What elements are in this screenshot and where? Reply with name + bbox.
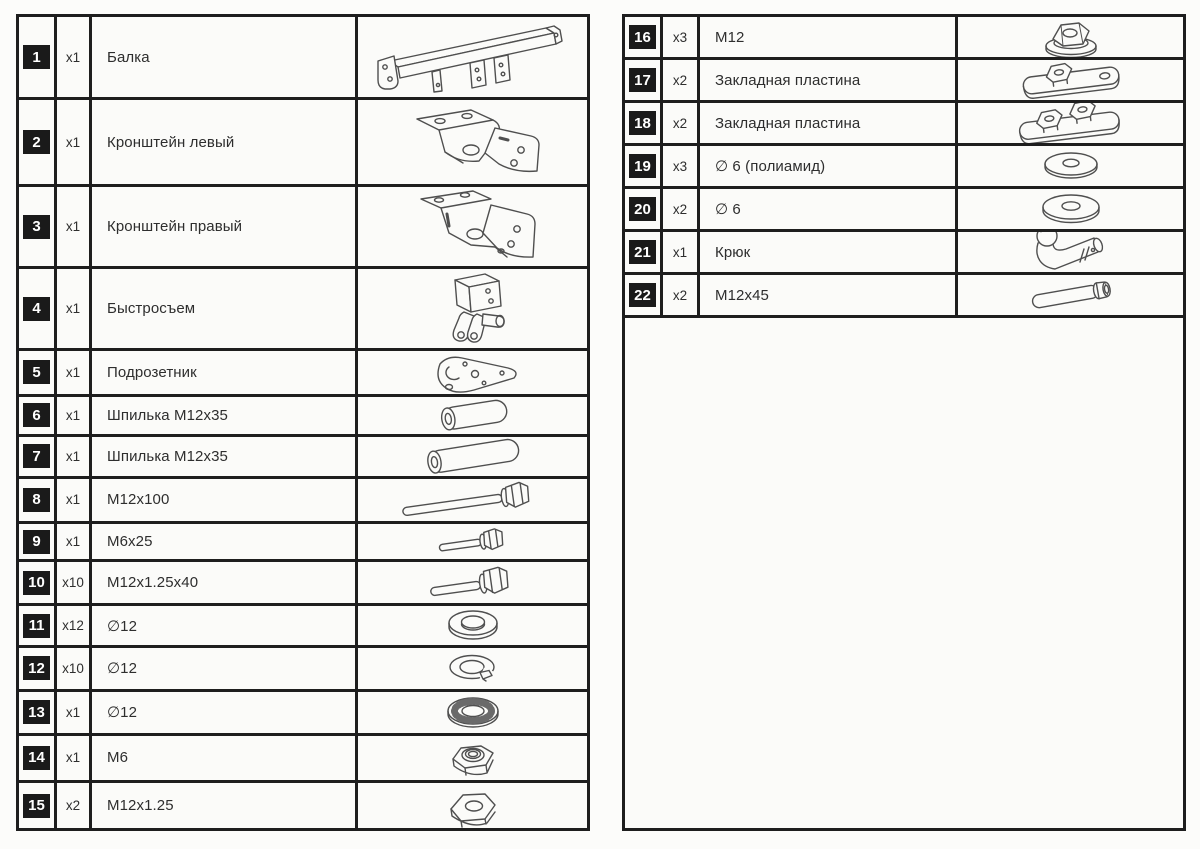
part-name-cell: Шпилька М12х35: [92, 437, 358, 476]
quantity-cell: x1: [57, 736, 92, 781]
table-row: [19, 269, 587, 351]
part-illustration-cell: [358, 397, 587, 434]
part-illustration-cell: [358, 692, 587, 733]
quantity-cell: x1: [57, 269, 92, 348]
part-illustration-cell: [358, 351, 587, 394]
plate-one-nut-icon: [1011, 60, 1131, 100]
part-illustration-cell: [358, 269, 587, 348]
row-number-badge: 6: [23, 403, 50, 427]
serrated-washer-icon: [439, 692, 507, 733]
part-illustration-cell: [358, 17, 587, 97]
table-row: [19, 437, 587, 479]
part-name-cell: ∅12: [92, 648, 358, 689]
row-number-cell: [625, 103, 663, 143]
quantity-cell: x2: [57, 783, 92, 828]
row-number-badge: 16: [629, 25, 656, 49]
part-name-cell: Кронштейн правый: [92, 187, 358, 266]
medium-bolt-icon: [424, 562, 522, 603]
hex-nut-icon: [443, 783, 503, 828]
row-number-cell: [625, 275, 663, 315]
table-row: [625, 17, 1183, 60]
table-row: [625, 60, 1183, 103]
table-row: [625, 103, 1183, 146]
sleeve-bolt-icon: [1024, 276, 1118, 314]
row-number-cell: [19, 17, 57, 97]
quantity-cell: x2: [663, 189, 700, 229]
parts-table-left: [16, 14, 590, 831]
table-row: [19, 524, 587, 562]
part-illustration-cell: [358, 783, 587, 828]
row-number-badge: 15: [23, 794, 50, 818]
quantity-cell: x1: [57, 351, 92, 394]
quantity-cell: x10: [57, 648, 92, 689]
row-number-cell: [19, 187, 57, 266]
part-name-cell: ∅12: [92, 606, 358, 645]
part-illustration-cell: [358, 187, 587, 266]
part-illustration-cell: [958, 232, 1183, 272]
quantity-cell: x1: [57, 524, 92, 559]
part-name-cell: М6: [92, 736, 358, 781]
spring-washer-icon: [440, 648, 506, 689]
quantity-cell: x3: [663, 17, 700, 57]
socket-plate-icon: [418, 351, 528, 394]
row-number-cell: [19, 736, 57, 781]
row-number-badge: 20: [629, 197, 656, 221]
part-name-cell: М12х1.25: [92, 783, 358, 828]
row-number-badge: 11: [23, 614, 50, 638]
polyamide-washer-icon: [1034, 149, 1108, 183]
part-illustration-cell: [358, 736, 587, 781]
row-number-badge: 3: [23, 215, 50, 239]
row-number-badge: 12: [23, 656, 50, 680]
row-number-badge: 18: [629, 111, 656, 135]
quantity-cell: x2: [663, 60, 700, 100]
row-number-badge: 22: [629, 283, 656, 307]
row-number-cell: [625, 146, 663, 186]
small-bolt-icon: [431, 524, 515, 559]
part-name-cell: Закладная пластина: [700, 103, 958, 143]
part-name-cell: Шпилька М12х35: [92, 397, 358, 434]
quantity-cell: x3: [663, 146, 700, 186]
quantity-cell: x1: [663, 232, 700, 272]
part-name-cell: ∅ 6: [700, 189, 958, 229]
row-number-badge: 4: [23, 297, 50, 321]
part-name-cell: Балка: [92, 17, 358, 97]
part-illustration-cell: [958, 189, 1183, 229]
part-illustration-cell: [358, 524, 587, 559]
part-name-cell: Подрозетник: [92, 351, 358, 394]
row-number-cell: [19, 437, 57, 476]
part-name-cell: Крюк: [700, 232, 958, 272]
row-number-badge: 2: [23, 130, 50, 154]
quantity-cell: x1: [57, 692, 92, 733]
part-name-cell: М6х25: [92, 524, 358, 559]
row-number-cell: [19, 269, 57, 348]
plate-two-nuts-icon: [1009, 103, 1133, 143]
part-illustration-cell: [358, 606, 587, 645]
quantity-cell: x1: [57, 100, 92, 184]
row-number-badge: 8: [23, 488, 50, 512]
row-number-cell: [625, 60, 663, 100]
table-row: [19, 562, 587, 606]
row-number-cell: [19, 562, 57, 603]
part-name-cell: Кронштейн левый: [92, 100, 358, 184]
part-illustration-cell: [358, 437, 587, 476]
part-illustration-cell: [358, 562, 587, 603]
part-name-cell: М12х1.25х40: [92, 562, 358, 603]
row-number-cell: [19, 692, 57, 733]
row-number-badge: 5: [23, 360, 50, 384]
row-number-badge: 9: [23, 530, 50, 554]
row-number-cell: [19, 783, 57, 828]
table-row: [19, 187, 587, 269]
quantity-cell: x1: [57, 397, 92, 434]
table-row: [19, 783, 587, 828]
table-row: [625, 189, 1183, 232]
table-row: [19, 606, 587, 648]
quantity-cell: x1: [57, 187, 92, 266]
part-name-cell: ∅12: [92, 692, 358, 733]
right-bracket-icon: [395, 187, 551, 266]
row-number-badge: 10: [23, 571, 50, 595]
table-row: [19, 736, 587, 784]
part-name-cell: ∅ 6 (полиамид): [700, 146, 958, 186]
quantity-cell: x1: [57, 479, 92, 522]
quantity-cell: x2: [663, 275, 700, 315]
quantity-cell: x12: [57, 606, 92, 645]
beam-icon: [370, 21, 576, 93]
part-illustration-cell: [358, 648, 587, 689]
table-row: [19, 648, 587, 692]
part-illustration-cell: [358, 479, 587, 522]
table-row: [625, 232, 1183, 275]
part-name-cell: Быстросъем: [92, 269, 358, 348]
row-number-cell: [19, 479, 57, 522]
row-number-badge: 21: [629, 240, 656, 264]
row-number-badge: 1: [23, 45, 50, 69]
lock-nut-icon: [445, 736, 501, 781]
row-number-cell: [19, 100, 57, 184]
table-row: [19, 351, 587, 397]
stud-long-icon: [413, 437, 533, 476]
part-illustration-cell: [958, 60, 1183, 100]
empty-spacer-cell: [625, 318, 1183, 828]
quantity-cell: x10: [57, 562, 92, 603]
left-bracket-icon: [395, 105, 551, 179]
quantity-cell: x1: [57, 17, 92, 97]
part-name-cell: М12х45: [700, 275, 958, 315]
quick-release-icon: [427, 270, 519, 348]
row-number-badge: 13: [23, 700, 50, 724]
row-number-cell: [625, 232, 663, 272]
table-row: [19, 479, 587, 525]
flat-washer-icon: [440, 606, 506, 645]
part-name-cell: М12х100: [92, 479, 358, 522]
large-washer-icon: [1031, 191, 1111, 227]
row-number-cell: [625, 17, 663, 57]
row-number-cell: [19, 648, 57, 689]
part-name-cell: М12: [700, 17, 958, 57]
stud-short-icon: [425, 397, 521, 434]
row-number-badge: 19: [629, 154, 656, 178]
table-row: [19, 397, 587, 437]
parts-table-right: [622, 14, 1186, 831]
row-number-badge: 7: [23, 444, 50, 468]
table-row: [19, 17, 587, 100]
quantity-cell: x1: [57, 437, 92, 476]
part-illustration-cell: [358, 100, 587, 184]
hook-icon: [1024, 232, 1118, 272]
long-bolt-icon: [394, 479, 552, 522]
part-illustration-cell: [958, 17, 1183, 57]
row-number-cell: [19, 397, 57, 434]
part-illustration-cell: [958, 103, 1183, 143]
row-number-cell: [19, 351, 57, 394]
row-number-badge: 17: [629, 68, 656, 92]
flange-nut-icon: [1039, 17, 1103, 57]
part-name-cell: Закладная пластина: [700, 60, 958, 100]
row-number-badge: 14: [23, 746, 50, 770]
table-row: [19, 692, 587, 736]
row-number-cell: [19, 606, 57, 645]
row-number-cell: [625, 189, 663, 229]
table-row: [625, 275, 1183, 318]
row-number-cell: [19, 524, 57, 559]
part-illustration-cell: [958, 146, 1183, 186]
part-illustration-cell: [958, 275, 1183, 315]
table-row: [625, 146, 1183, 189]
table-row: [19, 100, 587, 187]
quantity-cell: x2: [663, 103, 700, 143]
